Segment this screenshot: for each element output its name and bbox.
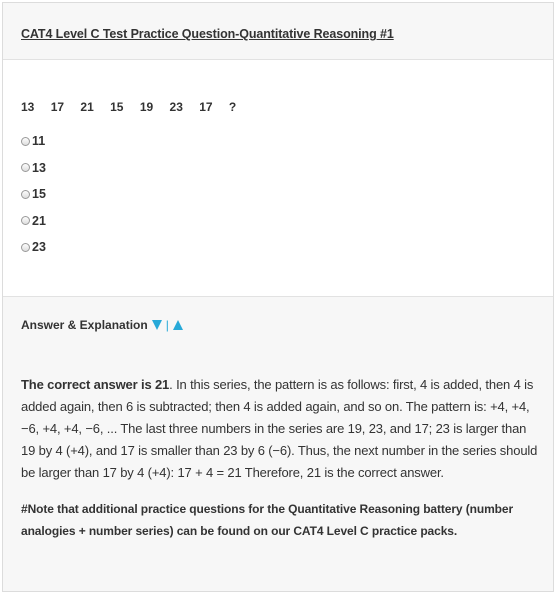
heading-separator: | (165, 318, 169, 332)
number-series (21, 100, 553, 114)
card-header (3, 3, 553, 60)
question-card (2, 2, 554, 592)
radio-button[interactable] (21, 163, 30, 172)
question-body (3, 60, 553, 297)
option-label: 23 (32, 240, 46, 255)
radio-button[interactable] (21, 190, 30, 199)
collapse-up-icon[interactable] (173, 320, 183, 330)
radio-button[interactable] (21, 216, 30, 225)
answer-option-13[interactable] (21, 155, 553, 182)
option-label: 11 (32, 134, 46, 149)
option-label: 15 (32, 187, 46, 202)
explanation-text: . In this series, the pattern is as follows: first, 4 is added, then 4 is added again, then 6 is subtracted; then 4 is added again, and so on. The pattern is: +4, +4, −6, +4, +4, −6, ... The last three numbers in the series are 19, 23, and 17; 23 is larger than 19 by 4 (+4), and 17 is smaller than 23 by 6 (−6). Thus, the next number in the series should be larger than 17 by 4 (+4): 17 + 4 = 21 Therefore, 21 is the correct answer. (21, 377, 538, 480)
answer-heading (21, 318, 539, 332)
answer-explanation (21, 374, 539, 484)
series-term: 23 (169, 100, 183, 114)
correct-answer-label: The correct answer is 21 (21, 377, 170, 392)
series-term: 13 (21, 100, 35, 114)
expand-down-icon[interactable] (152, 320, 162, 330)
option-label: 13 (32, 160, 46, 175)
question-title-link[interactable]: CAT4 Level C Test Practice Question-Quantitative Reasoning #1 (21, 27, 394, 41)
series-term: 21 (80, 100, 94, 114)
answer-option-15[interactable] (21, 181, 553, 208)
series-term: 19 (139, 100, 154, 114)
radio-button[interactable] (21, 243, 30, 252)
series-term: 17 (199, 100, 213, 114)
practice-note: #Note that additional practice questions for the Quantitative Reasoning battery (number analogies + number series) can be found on our CAT4 Level C practice packs. (21, 502, 514, 538)
series-term: 17 (50, 100, 65, 114)
radio-button[interactable] (21, 137, 30, 146)
series-term: ? (228, 100, 237, 114)
option-label: 21 (32, 213, 46, 228)
series-term: 15 (110, 100, 124, 114)
answer-option-23[interactable] (21, 234, 553, 261)
answer-option-11[interactable] (21, 128, 553, 155)
answer-heading-label: Answer & Explanation (21, 318, 148, 332)
answer-option-21[interactable] (21, 208, 553, 235)
answer-panel (3, 297, 553, 591)
